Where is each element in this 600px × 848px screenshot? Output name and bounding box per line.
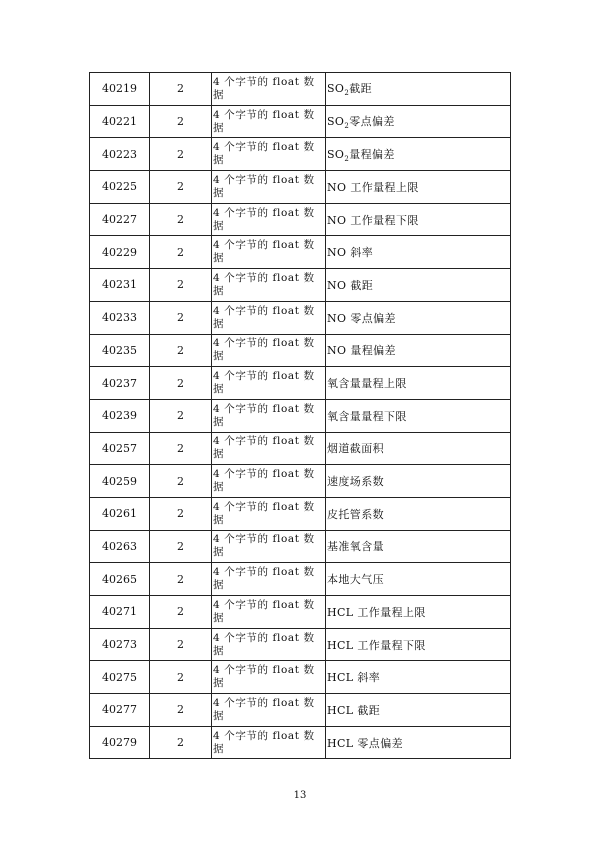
data-type-cell	[212, 203, 326, 236]
register-address-cell: 40237	[90, 367, 150, 400]
register-address-cell: 40231	[90, 269, 150, 302]
data-type-text: 4 个字节的 float 数据	[213, 271, 315, 297]
data-type-text: 4 个字节的 float 数据	[213, 108, 315, 134]
table-row	[90, 432, 511, 465]
register-address-cell: 40239	[90, 399, 150, 432]
description-text	[326, 475, 384, 488]
register-table-body	[90, 73, 511, 759]
data-type-cell	[212, 334, 326, 367]
description-cell	[326, 661, 511, 694]
description-label: 本地大气压	[327, 573, 384, 587]
description-text	[326, 312, 396, 325]
data-type-cell	[212, 661, 326, 694]
data-type-text: 4 个字节的 float 数据	[213, 173, 315, 199]
table-row	[90, 203, 511, 236]
register-length-cell: 2	[150, 301, 212, 334]
data-type-text: 4 个字节的 float 数据	[213, 598, 315, 624]
data-type-cell	[212, 301, 326, 334]
description-text	[326, 181, 419, 194]
description-label: 速度场系数	[327, 475, 384, 489]
register-length-cell: 2	[150, 726, 212, 759]
data-type-cell	[212, 138, 326, 171]
description-label: NO 零点偏差	[327, 311, 396, 325]
description-text	[326, 114, 395, 131]
register-length-cell: 2	[150, 465, 212, 498]
description-label: NO 截距	[327, 278, 374, 292]
table-row	[90, 301, 511, 334]
description-label: HCL 工作量程上限	[327, 605, 426, 619]
register-length-cell: 2	[150, 432, 212, 465]
description-text	[326, 82, 373, 98]
register-address-cell: 40229	[90, 236, 150, 269]
description-label: 氧含量量程下限	[327, 409, 407, 423]
data-type-text: 4 个字节的 float 数据	[213, 468, 315, 494]
table-row	[90, 530, 511, 563]
description-cell	[326, 694, 511, 727]
register-address-cell: 40261	[90, 497, 150, 530]
table-row	[90, 138, 511, 171]
description-label: 截距	[349, 82, 373, 96]
description-text	[326, 148, 395, 161]
description-text	[326, 737, 403, 750]
description-text	[326, 377, 407, 390]
register-address-cell: 40257	[90, 432, 150, 465]
register-address-cell: 40223	[90, 138, 150, 171]
register-length-cell: 2	[150, 367, 212, 400]
table-row	[90, 171, 511, 204]
data-type-cell	[212, 236, 326, 269]
register-length-cell: 2	[150, 269, 212, 302]
table-row	[90, 236, 511, 269]
table-row	[90, 269, 511, 302]
register-length-cell: 2	[150, 399, 212, 432]
description-cell	[326, 596, 511, 629]
data-type-text: 4 个字节的 float 数据	[213, 566, 315, 592]
description-cell	[326, 563, 511, 596]
description-text	[326, 214, 419, 227]
data-type-cell	[212, 432, 326, 465]
register-address-cell: 40233	[90, 301, 150, 334]
description-cell	[326, 628, 511, 661]
register-address-cell: 40225	[90, 171, 150, 204]
data-type-cell	[212, 105, 326, 138]
description-cell	[326, 236, 511, 269]
description-cell	[326, 203, 511, 236]
description-cell	[326, 73, 511, 106]
register-length-cell: 2	[150, 563, 212, 596]
description-cell	[326, 269, 511, 302]
data-type-text: 4 个字节的 float 数据	[213, 533, 315, 559]
register-length-cell: 2	[150, 530, 212, 563]
data-type-cell	[212, 269, 326, 302]
register-length-cell: 2	[150, 236, 212, 269]
register-table	[89, 72, 511, 759]
table-row	[90, 73, 511, 106]
register-address-cell: 40263	[90, 530, 150, 563]
data-type-cell	[212, 465, 326, 498]
data-type-cell	[212, 399, 326, 432]
data-type-text: 4 个字节的 float 数据	[213, 729, 315, 755]
description-text	[326, 671, 380, 684]
table-row	[90, 596, 511, 629]
description-label: HCL 工作量程下限	[327, 638, 426, 652]
description-text	[326, 508, 384, 521]
description-label: 基准氧含量	[327, 540, 384, 554]
description-label: HCL 零点偏差	[327, 736, 404, 750]
data-type-cell	[212, 563, 326, 596]
register-address-cell: 40271	[90, 596, 150, 629]
page-number: 13	[293, 790, 307, 801]
data-type-cell	[212, 726, 326, 759]
description-cell	[326, 465, 511, 498]
table-row	[90, 661, 511, 694]
register-length-cell: 2	[150, 105, 212, 138]
table-row	[90, 628, 511, 661]
description-formula: SO	[327, 114, 345, 128]
table-row	[90, 334, 511, 367]
table-row	[90, 367, 511, 400]
description-subscript: 2	[344, 122, 350, 131]
description-text	[326, 279, 373, 292]
description-cell	[326, 171, 511, 204]
table-row	[90, 465, 511, 498]
description-cell	[326, 399, 511, 432]
data-type-text: 4 个字节的 float 数据	[213, 206, 315, 232]
description-formula: SO	[327, 82, 345, 96]
register-length-cell: 2	[150, 628, 212, 661]
data-type-text: 4 个字节的 float 数据	[213, 304, 315, 330]
description-formula: SO	[327, 147, 345, 161]
data-type-cell	[212, 694, 326, 727]
description-cell	[326, 497, 511, 530]
register-address-cell: 40219	[90, 73, 150, 106]
description-label: HCL 斜率	[327, 671, 381, 685]
description-subscript: 2	[344, 89, 350, 98]
register-length-cell: 2	[150, 73, 212, 106]
data-type-cell	[212, 171, 326, 204]
description-label: NO 工作量程下限	[327, 213, 419, 227]
description-text	[326, 540, 384, 553]
description-label: 皮托管系数	[327, 507, 384, 521]
data-type-text: 4 个字节的 float 数据	[213, 696, 315, 722]
register-address-cell: 40277	[90, 694, 150, 727]
description-label: 烟道截面积	[327, 442, 384, 456]
data-type-cell	[212, 497, 326, 530]
data-type-text: 4 个字节的 float 数据	[213, 500, 315, 526]
description-text	[326, 704, 380, 717]
data-type-cell	[212, 73, 326, 106]
data-type-cell	[212, 530, 326, 563]
register-length-cell: 2	[150, 661, 212, 694]
data-type-cell	[212, 367, 326, 400]
register-address-cell: 40259	[90, 465, 150, 498]
register-length-cell: 2	[150, 497, 212, 530]
description-cell	[326, 301, 511, 334]
data-type-text: 4 个字节的 float 数据	[213, 631, 315, 657]
table-row	[90, 726, 511, 759]
data-type-text: 4 个字节的 float 数据	[213, 337, 315, 363]
register-length-cell: 2	[150, 138, 212, 171]
register-address-cell: 40235	[90, 334, 150, 367]
description-cell	[326, 367, 511, 400]
table-row	[90, 399, 511, 432]
description-text	[326, 606, 426, 619]
data-type-text: 4 个字节的 float 数据	[213, 664, 315, 690]
description-cell	[326, 334, 511, 367]
description-label: 量程偏差	[349, 147, 395, 161]
register-length-cell: 2	[150, 694, 212, 727]
description-cell	[326, 138, 511, 171]
register-length-cell: 2	[150, 334, 212, 367]
description-text	[326, 410, 407, 423]
data-type-text: 4 个字节的 float 数据	[213, 239, 315, 265]
data-type-text: 4 个字节的 float 数据	[213, 370, 315, 396]
data-type-text: 4 个字节的 float 数据	[213, 402, 315, 428]
register-length-cell: 2	[150, 203, 212, 236]
description-label: NO 斜率	[327, 246, 374, 260]
description-text	[326, 573, 384, 586]
register-address-cell: 40279	[90, 726, 150, 759]
description-text	[326, 246, 373, 259]
register-length-cell: 2	[150, 171, 212, 204]
data-type-text: 4 个字节的 float 数据	[213, 75, 315, 101]
register-length-cell: 2	[150, 596, 212, 629]
table-row	[90, 694, 511, 727]
description-text	[326, 639, 426, 652]
data-type-cell	[212, 596, 326, 629]
description-text	[326, 344, 396, 357]
register-address-cell: 40221	[90, 105, 150, 138]
description-label: NO 量程偏差	[327, 344, 396, 358]
description-label: HCL 截距	[327, 703, 381, 717]
table-row	[90, 563, 511, 596]
register-address-cell: 40275	[90, 661, 150, 694]
description-label: NO 工作量程上限	[327, 180, 419, 194]
description-cell	[326, 726, 511, 759]
description-cell	[326, 530, 511, 563]
description-text	[326, 442, 384, 455]
register-address-cell: 40265	[90, 563, 150, 596]
table-row	[90, 497, 511, 530]
data-type-cell	[212, 628, 326, 661]
description-label: 零点偏差	[349, 114, 395, 128]
description-label: 氧含量量程上限	[327, 377, 407, 391]
description-subscript: 2	[344, 154, 350, 163]
description-cell	[326, 105, 511, 138]
description-cell	[326, 432, 511, 465]
data-type-text: 4 个字节的 float 数据	[213, 435, 315, 461]
register-address-cell: 40273	[90, 628, 150, 661]
data-type-text: 4 个字节的 float 数据	[213, 141, 315, 167]
register-address-cell: 40227	[90, 203, 150, 236]
table-row	[90, 105, 511, 138]
